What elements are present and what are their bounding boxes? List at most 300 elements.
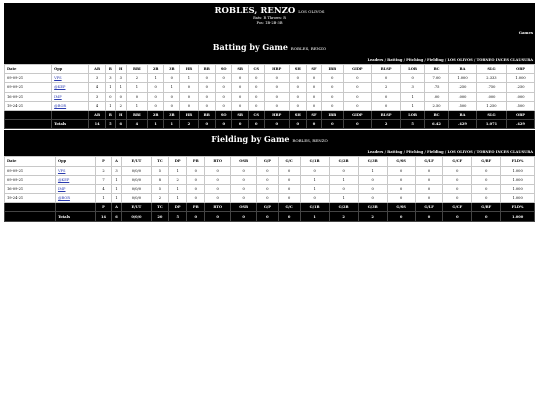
fld-total-cell: 20 [151,212,168,221]
fielding-nav-separator: / [423,150,428,155]
bat-col-gidp: GIDP [343,65,371,74]
fld-total-cell: 0 [231,212,257,221]
games-row [4,28,535,38]
bat-col-hbp: HBP [264,65,289,74]
fld-stat-cell: 3 [111,166,121,175]
positions: Pos: 1B-2B-3B [256,20,283,25]
fld-row [5,166,535,175]
bat-total-cell: 0 [232,120,248,129]
bat-stat-cell: 0 [372,74,401,83]
bat-stat-cell: 4 [89,83,106,92]
bat-row [5,92,535,101]
bat-stat-cell: 0 [264,74,289,83]
bat-stat-cell: 1.000 [449,74,477,83]
bat-total-cell: 4 [126,120,147,129]
bat-stat-cell: 0 [198,74,215,83]
bat-row [5,101,535,110]
fld-date-cell: 16-09-21 [5,184,56,193]
bat-stat-cell: .000 [449,92,477,101]
bat-total-cell: .429 [507,120,535,129]
bat-stat-cell: 3 [89,92,106,101]
fld-stat-cell: 1.000 [501,194,535,203]
bat-date-cell: 16-09-21 [5,92,52,101]
bat-col-h: H [115,65,126,74]
bat-col-so: SO [215,65,232,74]
bat-stat-cell: .75 [425,83,449,92]
fielding-nav-links [4,149,535,156]
batting-body [5,74,535,129]
fielding-nav-fielding[interactable]: Fielding [427,150,444,155]
bat-stat-cell: 2.50 [425,101,449,110]
bat-stat-cell: 0 [215,83,232,92]
fld-stat-cell: 5 [151,166,168,175]
fielding-section-title [4,130,535,149]
page [4,3,535,222]
fld-stat-cell: 0/0/0 [122,175,152,184]
bat-stat-cell: 0 [232,101,248,110]
fld-stat-cell: 2 [169,175,187,184]
bat-row [5,83,535,92]
bat-total-cell: 5 [401,120,425,129]
fld-stat-cell: 1 [358,166,387,175]
fielding-nav-separator: / [402,150,407,155]
bat-footer-col: IBB [322,110,344,119]
fld-col-g-c: G/C [278,157,300,166]
fld-stat-cell: 0 [257,184,279,193]
bat-col-sf: SF [306,65,321,74]
fld-footer-col [55,203,95,212]
fld-col-date: Date [5,157,56,166]
bat-footer-col: BB [198,110,215,119]
bat-stat-cell: 0 [198,92,215,101]
bat-footer-col: HBP [264,110,289,119]
fld-stat-cell: 0 [387,184,415,193]
bat-stat-cell: 1.000 [507,74,535,83]
bat-stat-cell: .500 [449,101,477,110]
fld-footer-col: PB [187,203,205,212]
bat-total-cell: 0 [322,120,344,129]
bat-footer-col: BA [449,110,477,119]
batting-nav-pitching[interactable]: Pitching [406,58,424,62]
fld-stat-cell: 0 [387,175,415,184]
fielding-header-row [5,157,535,166]
bat-col-obp: OBP [507,65,535,74]
fld-footer-col: G/LF [415,203,443,212]
bat-date-cell: 09-09-21 [5,83,52,92]
bat-footer-col: R [105,110,115,119]
batting-nav-batting[interactable]: Batting [387,58,403,62]
fld-stat-cell: 8 [151,175,168,184]
bat-stat-cell: 1 [115,83,126,92]
fld-footer-col: E/UT [122,203,152,212]
bat-stat-cell: 1 [126,101,147,110]
bat-stat-cell: 0 [232,74,248,83]
bat-stat-cell: 2 [372,83,401,92]
fld-date-cell: 09-09-21 [5,166,56,175]
fld-stat-cell: 0 [443,194,472,203]
bat-col-rbi: RBI [126,65,147,74]
fld-stat-cell: 0 [278,166,300,175]
bat-footer-col: RBI [126,110,147,119]
fld-footer-col: G/SS [387,203,415,212]
bat-opp-link[interactable]: VPS [54,76,62,81]
fld-stat-cell: 0 [278,184,300,193]
fld-col-g-cf: G/CF [443,157,472,166]
fld-stat-cell: 0/0/0 [122,184,152,193]
fld-stat-cell: 1 [111,184,121,193]
bat-stat-cell: 1 [105,83,115,92]
fld-total-cell: 0 [443,212,472,221]
bat-footer-col: SLG [476,110,506,119]
fld-stat-cell: 0 [472,184,501,193]
fld-stat-cell: 0 [358,184,387,193]
fld-date-cell: 09-09-21 [5,175,56,184]
bat-stat-cell: 0 [372,101,401,110]
fld-stat-cell: 1 [169,194,187,203]
bat-stat-cell: 0 [343,92,371,101]
bat-footer-col: H [115,110,126,119]
bat-stat-cell: 0 [164,74,180,83]
bat-stat-cell: 0 [289,74,306,83]
bat-stat-cell: 0 [215,74,232,83]
fld-stat-cell: 0 [415,175,443,184]
player-name-line [4,3,535,16]
bat-totals-label: Totals [52,120,89,129]
fld-stat-cell: 0 [443,166,472,175]
bat-stat-cell: 0 [306,83,321,92]
fld-stat-cell: 0/0/0 [122,194,152,203]
fld-opp-link[interactable]: IMP [57,186,66,191]
fld-stat-cell: 2 [95,166,111,175]
bat-opp-link[interactable]: @KEP [54,85,66,90]
bat-total-cell: 1 [164,120,180,129]
fld-stat-cell: 2 [151,194,168,203]
bat-stat-cell: 1 [401,101,425,110]
fld-total-cell: 0 [415,212,443,221]
bat-stat-cell: 0 [198,83,215,92]
bat-total-cell: 1.071 [476,120,506,129]
fld-stat-cell: 0 [329,184,358,193]
fld-total-cell: 6 [111,212,121,221]
bat-date-cell: 19-24-21 [5,101,52,110]
fld-opp-cell [55,194,95,203]
batting-nav-links [4,57,535,64]
batting-section-title [4,38,535,57]
bat-total-cell: 0 [289,120,306,129]
fld-stat-cell: 0 [187,166,205,175]
bat-footer-col: SO [215,110,232,119]
bat-stat-cell: 1 [401,92,425,101]
bat-stat-cell: 0 [248,83,264,92]
fld-totals-spacer [5,212,56,221]
bat-footer-row [5,110,535,119]
fld-stat-cell: 0 [387,194,415,203]
bat-opp-cell [52,83,89,92]
batting-nav-separator: / [443,58,448,62]
fld-col-p: P [95,157,111,166]
fld-stat-cell: 5 [151,184,168,193]
player-header [4,3,535,28]
bat-footer-col [5,110,52,119]
fld-stat-cell: 0 [387,166,415,175]
fld-totals-row [5,212,535,221]
fld-stat-cell: 1 [300,175,329,184]
fielding-nav-leaders[interactable]: Leaders [367,150,384,155]
fld-total-cell: 0 [205,212,231,221]
fld-date-cell: 19-24-21 [5,194,56,203]
fld-stat-cell: 1 [111,175,121,184]
fld-stat-cell: 0 [358,194,387,203]
bats-throws: Bats: R Throws: R [253,16,286,20]
bat-stat-cell: 0 [343,74,371,83]
fld-stat-cell: 0 [187,194,205,203]
bat-opp-cell [52,101,89,110]
bat-stat-cell: 0 [372,92,401,101]
batting-table [4,64,535,129]
batting-nav-los-olivos[interactable]: LOS OLIVOS [447,58,473,62]
bat-total-cell: .429 [449,120,477,129]
fld-stat-cell: 7 [95,175,111,184]
bat-stat-cell: 0 [306,101,321,110]
fld-stat-cell: 0 [443,184,472,193]
bat-footer-col: LOB [401,110,425,119]
bat-row [5,74,535,83]
fld-stat-cell: 0 [205,194,231,203]
bat-stat-cell: 1 [148,74,164,83]
bat-total-cell: 0 [264,120,289,129]
batting-nav-fielding[interactable]: Fielding [427,58,444,62]
bat-col-2b: 2B [148,65,164,74]
fld-total-cell: 0 [187,212,205,221]
bat-col-r: R [105,65,115,74]
fld-footer-col: OSB [231,203,257,212]
bat-stat-cell: 2 [115,101,126,110]
fielding-title: Fielding by Game [211,134,290,145]
bat-footer-col [52,110,89,119]
bat-totals-spacer [5,120,52,129]
bat-stat-cell: 0 [215,92,232,101]
fld-stat-cell: 0 [187,184,205,193]
bat-stat-cell: .000 [476,92,506,101]
fielding-body [5,166,535,221]
fld-stat-cell: 0 [415,194,443,203]
bat-totals-row [5,120,535,129]
fld-stat-cell: 1 [95,194,111,203]
bat-footer-col: 2B [148,110,164,119]
fielding-nav-batting[interactable]: Batting [387,150,403,155]
batting-header-row [5,65,535,74]
fld-stat-cell: 0 [300,166,329,175]
bat-total-cell: 0 [248,120,264,129]
fld-col-g-lf: G/LF [415,157,443,166]
bat-stat-cell: 0 [248,101,264,110]
fld-stat-cell: 0 [358,175,387,184]
fld-footer-col: P [95,203,111,212]
bat-col-bb: BB [198,65,215,74]
fld-total-cell: 2 [358,212,387,221]
bat-stat-cell: 4 [89,101,106,110]
fld-col-osb: OSB [231,157,257,166]
fld-opp-cell [55,166,95,175]
fld-footer-col: FLD% [501,203,535,212]
fld-col-e-ut: E/UT [122,157,152,166]
bat-opp-link[interactable]: @BOR [54,103,67,108]
bat-col-lob: LOB [401,65,425,74]
bat-total-cell: 0 [198,120,215,129]
fielding-nav-separator: / [443,150,448,155]
bat-stat-cell: 0 [180,101,198,110]
bat-stat-cell: 0 [343,101,371,110]
fld-stat-cell: 0 [278,194,300,203]
fld-stat-cell: 0 [187,175,205,184]
fielding-nav-separator: / [383,150,388,155]
fld-total-cell: 0/0/0 [122,212,152,221]
fld-total-cell: 0 [278,212,300,221]
games-link[interactable]: Games [518,30,533,35]
fld-totals-label: Totals [55,212,95,221]
bat-stat-cell: 3 [115,74,126,83]
fld-col-tc: TC [151,157,168,166]
bat-stat-cell: 1 [105,101,115,110]
fld-stat-cell: 1 [111,194,121,203]
bat-col-sh: SH [289,65,306,74]
bat-stat-cell: 1.250 [476,101,506,110]
fld-stat-cell: 1 [300,184,329,193]
fld-col-g-3b: G/3B [358,157,387,166]
bat-col-3b: 3B [164,65,180,74]
bat-col-cs: CS [248,65,264,74]
batting-nav-torneo-inces-clausura[interactable]: TORNEO INCES CLAUSURA [476,58,533,62]
fielding-nav-pitching[interactable]: Pitching [406,150,424,155]
bat-stat-cell: 0 [248,74,264,83]
bat-stat-cell: 0 [322,83,344,92]
fld-footer-col: G/C [278,203,300,212]
bat-total-cell: 5 [105,120,115,129]
fld-stat-cell: 0 [257,194,279,203]
bat-stat-cell: 7.00 [425,74,449,83]
fld-footer-col: A [111,203,121,212]
bat-total-cell: 14 [89,120,106,129]
bat-stat-cell: 1 [126,83,147,92]
fielding-nav-torneo-inces-clausura[interactable]: TORNEO INCES CLAUSURA [476,150,533,155]
fld-total-cell: 5 [169,212,187,221]
bat-opp-link[interactable]: IMP [54,94,62,99]
fielding-nav-los-olivos[interactable]: LOS OLIVOS [447,150,473,155]
bat-col-hr: HR [180,65,198,74]
fld-stat-cell: 0 [205,184,231,193]
bat-stat-cell: 0 [115,92,126,101]
bat-stat-cell: 0 [322,92,344,101]
bat-stat-cell: 1 [164,83,180,92]
fld-row [5,175,535,184]
fld-stat-cell: 0 [231,175,257,184]
bat-stat-cell: 0 [180,92,198,101]
fld-col-g-p: G/P [257,157,279,166]
fld-total-cell: 0 [257,212,279,221]
bat-stat-cell: 0 [148,101,164,110]
fld-opp-cell [55,184,95,193]
fld-total-cell: 0 [387,212,415,221]
fld-stat-cell: 0 [231,194,257,203]
bat-total-cell: 6.42 [425,120,449,129]
bat-total-cell: 0 [343,120,371,129]
bat-stat-cell: 2.333 [476,74,506,83]
bat-footer-col: CS [248,110,264,119]
fld-opp-link[interactable]: @KEP [57,177,70,182]
batting-nav-separator: / [472,58,477,62]
fld-col-rto: RTO [205,157,231,166]
bat-stat-cell: 0 [343,83,371,92]
bat-col-opp: Opp [52,65,89,74]
bat-opp-cell [52,92,89,101]
bat-stat-cell: 0 [148,83,164,92]
batting-player-small: ROBLES, RENZO [290,46,327,51]
fld-opp-link[interactable]: @BOR [57,196,70,201]
bat-col-rlsp: RLSP [372,65,401,74]
bat-stat-cell: .750 [476,83,506,92]
bat-stat-cell: 3 [401,83,425,92]
fld-col-g-1b: G/1B [300,157,329,166]
bat-footer-col: AB [89,110,106,119]
fld-stat-cell: 0 [415,166,443,175]
bat-footer-col: SF [306,110,321,119]
bat-stat-cell: 0 [126,92,147,101]
fld-stat-cell: 1 [169,166,187,175]
fld-opp-link[interactable]: VPS [57,168,66,173]
fld-footer-col: DP [169,203,187,212]
bat-stat-cell: 0 [322,101,344,110]
fld-footer-col: G/RF [472,203,501,212]
bat-stat-cell: 0 [401,74,425,83]
fld-stat-cell: 1.000 [501,175,535,184]
bat-stat-cell: 3 [89,74,106,83]
fld-stat-cell: 0 [472,194,501,203]
fld-stat-cell: 0 [257,166,279,175]
fld-col-g-2b: G/2B [329,157,358,166]
fld-footer-col: G/2B [329,203,358,212]
bat-stat-cell: 0 [264,101,289,110]
fld-stat-cell: 0 [231,166,257,175]
fld-col-a: A [111,157,121,166]
bat-total-cell: 1 [148,120,164,129]
bat-total-cell: 0 [215,120,232,129]
batting-nav-leaders[interactable]: Leaders [367,58,384,62]
bat-footer-col: SB [232,110,248,119]
fld-footer-col: RTO [205,203,231,212]
bat-stat-cell: .00 [425,92,449,101]
top-banner [4,3,535,64]
fld-row [5,184,535,193]
bat-stat-cell: 0 [306,92,321,101]
fld-footer-col: G/1B [300,203,329,212]
fld-stat-cell: 0 [329,166,358,175]
fld-total-cell: 1.000 [501,212,535,221]
fld-col-pb: PB [187,157,205,166]
bat-opp-cell [52,74,89,83]
bat-col-slg: SLG [476,65,506,74]
player-team: LOS OLIVOS [298,9,325,14]
fld-footer-col [5,203,56,212]
bat-col-bc: BC [425,65,449,74]
fld-footer-col: G/CF [443,203,472,212]
bat-stat-cell: 0 [148,92,164,101]
bat-stat-cell: 0 [289,83,306,92]
bat-footer-col: GIDP [343,110,371,119]
fld-row [5,194,535,203]
fld-footer-col: G/3B [358,203,387,212]
fld-total-cell: 1 [300,212,329,221]
bat-stat-cell: 0 [248,92,264,101]
